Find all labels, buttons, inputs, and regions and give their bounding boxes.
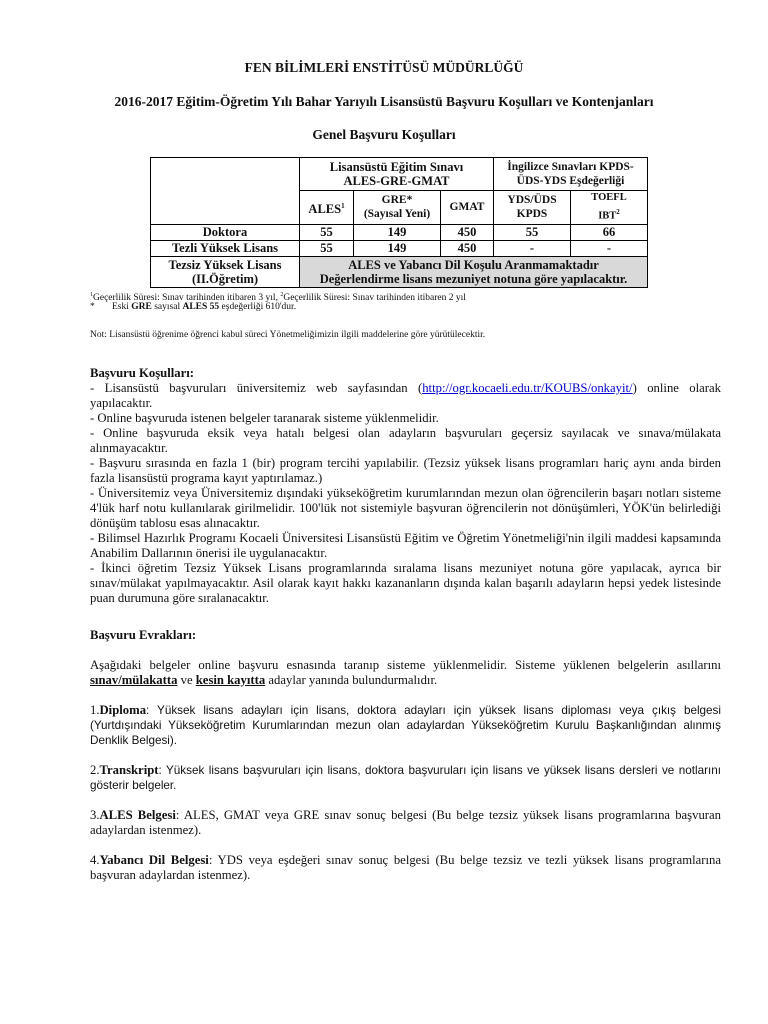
cell-tezli-ales: 55 — [300, 240, 354, 256]
cell-tezli-gmat: 450 — [441, 240, 494, 256]
tezsiz-note-1: ALES ve Yabancı Dil Koşulu Aranmamaktadır — [348, 257, 599, 272]
requirements-table — [150, 157, 648, 288]
application-link[interactable]: http://ogr.kocaeli.edu.tr/KOUBS/onkayit/ — [422, 381, 633, 395]
footnote-gre-equivalence: * Eski GRE sayısal ALES 55 eşdeğerliği 610'dur. — [90, 302, 297, 312]
tezsiz-note-2: Değerlendirme lisans mezuniyet notuna göre yapılacaktır. — [319, 271, 628, 286]
col-header-yds: YDS/ÜDS KPDS — [494, 191, 571, 225]
exam-group-title-2: ALES-GRE-GMAT — [343, 174, 450, 188]
section-title-general: Genel Başvuru Koşulları — [312, 127, 456, 142]
document-item-language: 4.Yabancı Dil Belgesi: YDS veya eşdeğeri sınav sonuç belgesi (Bu belge tezsiz ve tezli yüksek lisans programlarına başvuran adaylardan istenmez). — [90, 853, 721, 882]
col-header-gmat: GMAT — [441, 191, 494, 225]
language-group-title-2: ÜDS-YDS Eşdeğerliği — [516, 175, 625, 187]
cell-doktora-toefl: 66 — [571, 224, 648, 240]
language-group-header — [494, 158, 648, 191]
exam-group-header — [300, 158, 494, 191]
cell-tezli-gre: 149 — [354, 240, 441, 256]
condition-program-choice: - Başvuru sırasında en fazla 1 (bir) program tercihi yapılabilir. (Tezsiz yüksek lisans programları hariç aynı anda birden fazla lisansüstü programa kayıt yaptırılamaz.) — [90, 456, 721, 485]
cell-doktora-gmat: 450 — [441, 224, 494, 240]
condition-grades: - Üniversitemiz veya Üniversitemiz dışındaki yükseköğretim kurumlarından mezun olan öğrencilerin başarı notları sisteme 4'lük harf notu kullanılarak girilmelidir. 100'lük not sistemiyle başvuran öğrencilerin not dönüşümleri, YÖK'ün belirlediği dönüşüm tablosu esas alınacaktır. — [90, 486, 721, 530]
condition-prep-program: - Bilimsel Hazırlık Programı Kocaeli Üniversitesi Lisansüstü Eğitim ve Öğretim Yönetmeliği'nin ilgili maddesi kapsamında Anabilim Dallarının önerisi ile uygulanacaktır. — [90, 531, 721, 560]
application-conditions — [90, 366, 721, 606]
condition-online: - Lisansüstü başvuruları üniversitemiz web sayfasından (http://ogr.kocaeli.edu.tr/KOUBS/onkayit/) online olarak yapılacaktır. — [90, 381, 722, 410]
cell-doktora-ales: 55 — [300, 224, 354, 240]
row-label-doktora: Doktora — [151, 224, 300, 240]
cell-tezli-toefl: - — [571, 240, 648, 256]
table-row — [151, 240, 648, 256]
table-corner-cell — [151, 158, 300, 225]
cell-doktora-yds: 55 — [494, 224, 571, 240]
institute-title: FEN BİLİMLERİ ENSTİTÜSÜ MÜDÜRLÜĞÜ — [244, 60, 524, 75]
application-conditions-title: Başvuru Koşulları: — [90, 366, 194, 380]
documents-intro: Aşağıdaki belgeler online başvuru esnasında taranıp sisteme yüklenmelidir. Sisteme yüklenen belgelerin asıllarını sınav/mülakatta ve kesin kayıtta adaylar yanında bulundurmalıdır. — [90, 658, 721, 687]
table-row — [151, 224, 648, 240]
application-documents — [90, 628, 721, 883]
condition-second-education: - İkinci öğretim Tezsiz Yüksek Lisans programlarında sıralama lisans mezuniyet notuna göre yapılacak, ayrıca bir sınav/mülakat yapılmayacaktır. Asil olarak kayıt hakkı kazananların dışında kalan başarılı adayların hepsi yedek listesinde puan durumuna göre sıralanacaktır. — [90, 561, 721, 605]
regulation-note: Not: Lisansüstü öğrenime öğrenci kabul süreci Yönetmeliğimizin ilgili maddelerine göre yürütülecektir. — [90, 330, 486, 340]
row-label-tezsiz: Tezsiz Yüksek Lisans (II.Öğretim) — [151, 256, 300, 287]
col-header-toefl: TOEFL IBT$^2$ — [571, 191, 648, 225]
document-item-ales: 3.ALES Belgesi: ALES, GMAT veya GRE sınav sonuç belgesi (Bu belge tezsiz yüksek lisans programlarına başvuran adaylardan istenmez). — [90, 808, 721, 837]
cell-doktora-gre: 149 — [354, 224, 441, 240]
exam-group-title-1: Lisansüstü Eğitim Sınavı — [329, 160, 464, 174]
col-header-gre: GRE* (Sayısal Yeni) — [354, 191, 441, 225]
row-label-tezli: Tezli Yüksek Lisans — [151, 240, 300, 256]
application-documents-title: Başvuru Evrakları: — [90, 628, 197, 642]
tezsiz-note-cell — [300, 256, 648, 287]
condition-missing-docs: - Online başvuruda eksik veya hatalı belgesi olan adayların başvuruları geçersiz sayılacak ve sınava/mülakata alınmayacaktır. — [90, 426, 721, 455]
cell-tezli-yds: - — [494, 240, 571, 256]
document-subtitle: 2016-2017 Eğitim-Öğretim Yılı Bahar Yarıyılı Lisansüstü Başvuru Koşulları ve Kontenjanları — [114, 94, 654, 109]
table-row — [151, 256, 648, 287]
language-group-title-1: İngilizce Sınavları KPDS- — [507, 161, 634, 173]
col-header-ales: ALES$^1$ — [300, 191, 354, 225]
document-item-transcript: 2.Transkript: Yüksek lisans başvuruları için lisans, doktora başvuruları için lisans ve yüksek lisans dersleri ve notlarını gösterir belgeler. — [90, 763, 721, 792]
footnote-validity: $^1$Geçerlilik Süresi: Sınav tarihinden itibaren 3 yıl, $^2$Geçerlilik Süresi: Sınav tarihinden itibaren 2 yıl — [90, 292, 466, 304]
condition-upload: - Online başvuruda istenen belgeler taranarak sisteme yüklenmelidir. — [90, 411, 439, 425]
document-item-diploma: 1.Diploma: Yüksek lisans adayları için lisans, doktora adayları için yüksek lisans diploması veya çıkış belgesi (Yurtdışındaki Yükseköğretim Kurumlarından mezun olan adaylardan Yükseköğretim Kurulu Başkanlığından alınmış Denklik Belgesi). — [90, 703, 721, 747]
